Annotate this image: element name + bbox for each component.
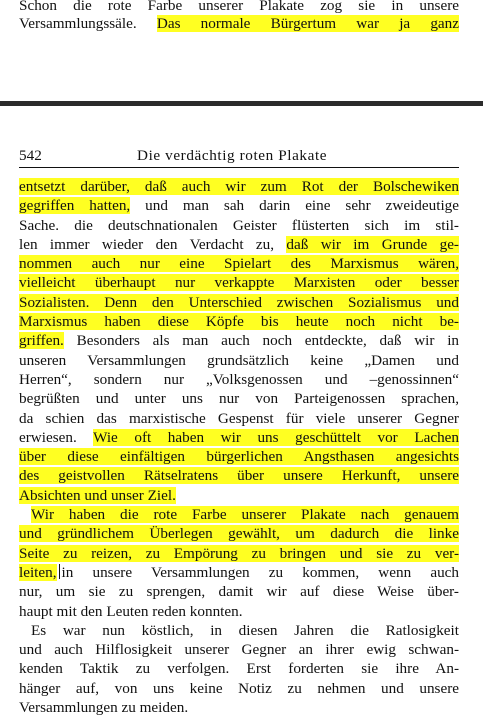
highlighted-text: daß wir im Grunde ge-: [286, 235, 459, 253]
highlighted-text: Das normale Bürgertum war ja ganz: [156, 15, 459, 32]
text-line: [19, 312, 459, 331]
highlighted-text: Wir haben die rote Farbe unserer Plakate nach genauem: [31, 506, 459, 524]
highlighted-text: gegriffen hatten,: [19, 197, 131, 215]
highlighted-text: vielleicht überhaupt nur verkappte Marxisten oder besser: [19, 274, 459, 292]
text-line: len immer wieder den Verdacht zu, daß wir im Grunde ge-: [19, 235, 459, 253]
highlighted-text: Marxismus haben diese Köpfe bis heute noch nicht be-: [19, 313, 459, 331]
highlighted-text: und gründlichem Überlegen gewählt, um dadurch die linke: [19, 525, 459, 543]
highlighted-text: Seite zu reizen, zu Empörung zu bringen und sie zu ver-: [19, 544, 459, 562]
text-line: Versammlungssäle. Das normale Bürgertum war ja ganz: [19, 15, 459, 32]
text-line: [19, 486, 459, 505]
text-line: [19, 273, 459, 292]
text-line: hänger auf, von uns keine Notiz zu nehmen und unsere: [19, 679, 459, 697]
text-line: [19, 293, 459, 312]
text-line: und auch Hilflosigkeit unserer Gegner an ihrer ewig schwan-: [19, 641, 459, 659]
text-line: Sache. die deutschnationalen Geister flüsterten sich im stil-: [19, 216, 459, 234]
text-line: [19, 447, 459, 466]
text-line: [19, 524, 459, 543]
text-line: unseren Versammlungen grundsätzlich keine „Damen und: [19, 351, 459, 369]
text-line: [19, 466, 459, 485]
text-cursor: [59, 564, 60, 579]
highlighted-text: des geistvollen Rätselratens über unsere Herkunft, unsere: [19, 467, 459, 485]
page-number: 542: [19, 147, 42, 164]
text-line: [19, 544, 459, 563]
page-separator: [0, 101, 483, 106]
text-line: da schien das marxistische Gespenst für viele unserer Gegner: [19, 409, 459, 427]
chapter-title: Die verdächtig roten Plakate: [137, 147, 328, 164]
text-line: gegriffen hatten, und man sah darin eine sehr zweideutige: [19, 197, 459, 215]
text-line: Versammlungen zu meiden.: [19, 699, 189, 717]
highlighted-text: Sozialisten. Denn den Unterschied zwischen Sozialismus und: [19, 293, 459, 311]
text-line: kenden Taktik zu verfolgen. Erst forderten sie ihre An-: [19, 660, 459, 678]
highlighted-text: nommen auch nur eine Spielart des Marxismus wären,: [19, 255, 459, 273]
highlighted-text: über diese einfältigen bürgerlichen Angsthasen angesichts: [19, 448, 459, 466]
highlighted-text: entsetzt darüber, daß auch wir zum Rot der Bolschewiken: [19, 178, 459, 195]
text-line: Es war nun köstlich, in diesen Jahren die Ratlosigkeit: [31, 621, 459, 639]
text-line: Schon die rote Farbe unserer Plakate zog sie in unsere: [19, 0, 459, 14]
text-line: [19, 177, 459, 196]
highlighted-text: griffen.: [19, 332, 64, 350]
running-header: [19, 147, 459, 165]
text-line: griffen. Besonders als man auch noch entdeckte, daß wir in: [19, 332, 460, 350]
highlighted-text: Absichten und unser Ziel.: [19, 486, 176, 504]
text-line: [19, 254, 459, 273]
text-line: nur, um sie zu sprengen, damit wir auf diese Weise über-: [19, 583, 459, 601]
text-line: [19, 505, 459, 524]
header-rule: [19, 167, 459, 168]
text-line: begrüßten und unter uns nur von Parteigenossen sprachen,: [19, 390, 459, 408]
highlighted-text: leiten,: [19, 563, 57, 581]
text-line: haupt mit den Leuten reden konnten.: [19, 602, 243, 620]
text-line: leiten, in unsere Versammlungen zu kommen, wenn auch: [19, 563, 459, 581]
book-page-body: [19, 177, 459, 717]
text-line: Herren“, sondern nur „Volksgenossen und –genossinnen“: [19, 370, 459, 388]
previous-page-fragment: [0, 0, 483, 100]
highlighted-text: Wie oft haben wir uns geschüttelt vor Lachen: [93, 428, 460, 446]
text-line: erwiesen. Wie oft haben wir uns geschüttelt vor Lachen: [19, 428, 460, 446]
